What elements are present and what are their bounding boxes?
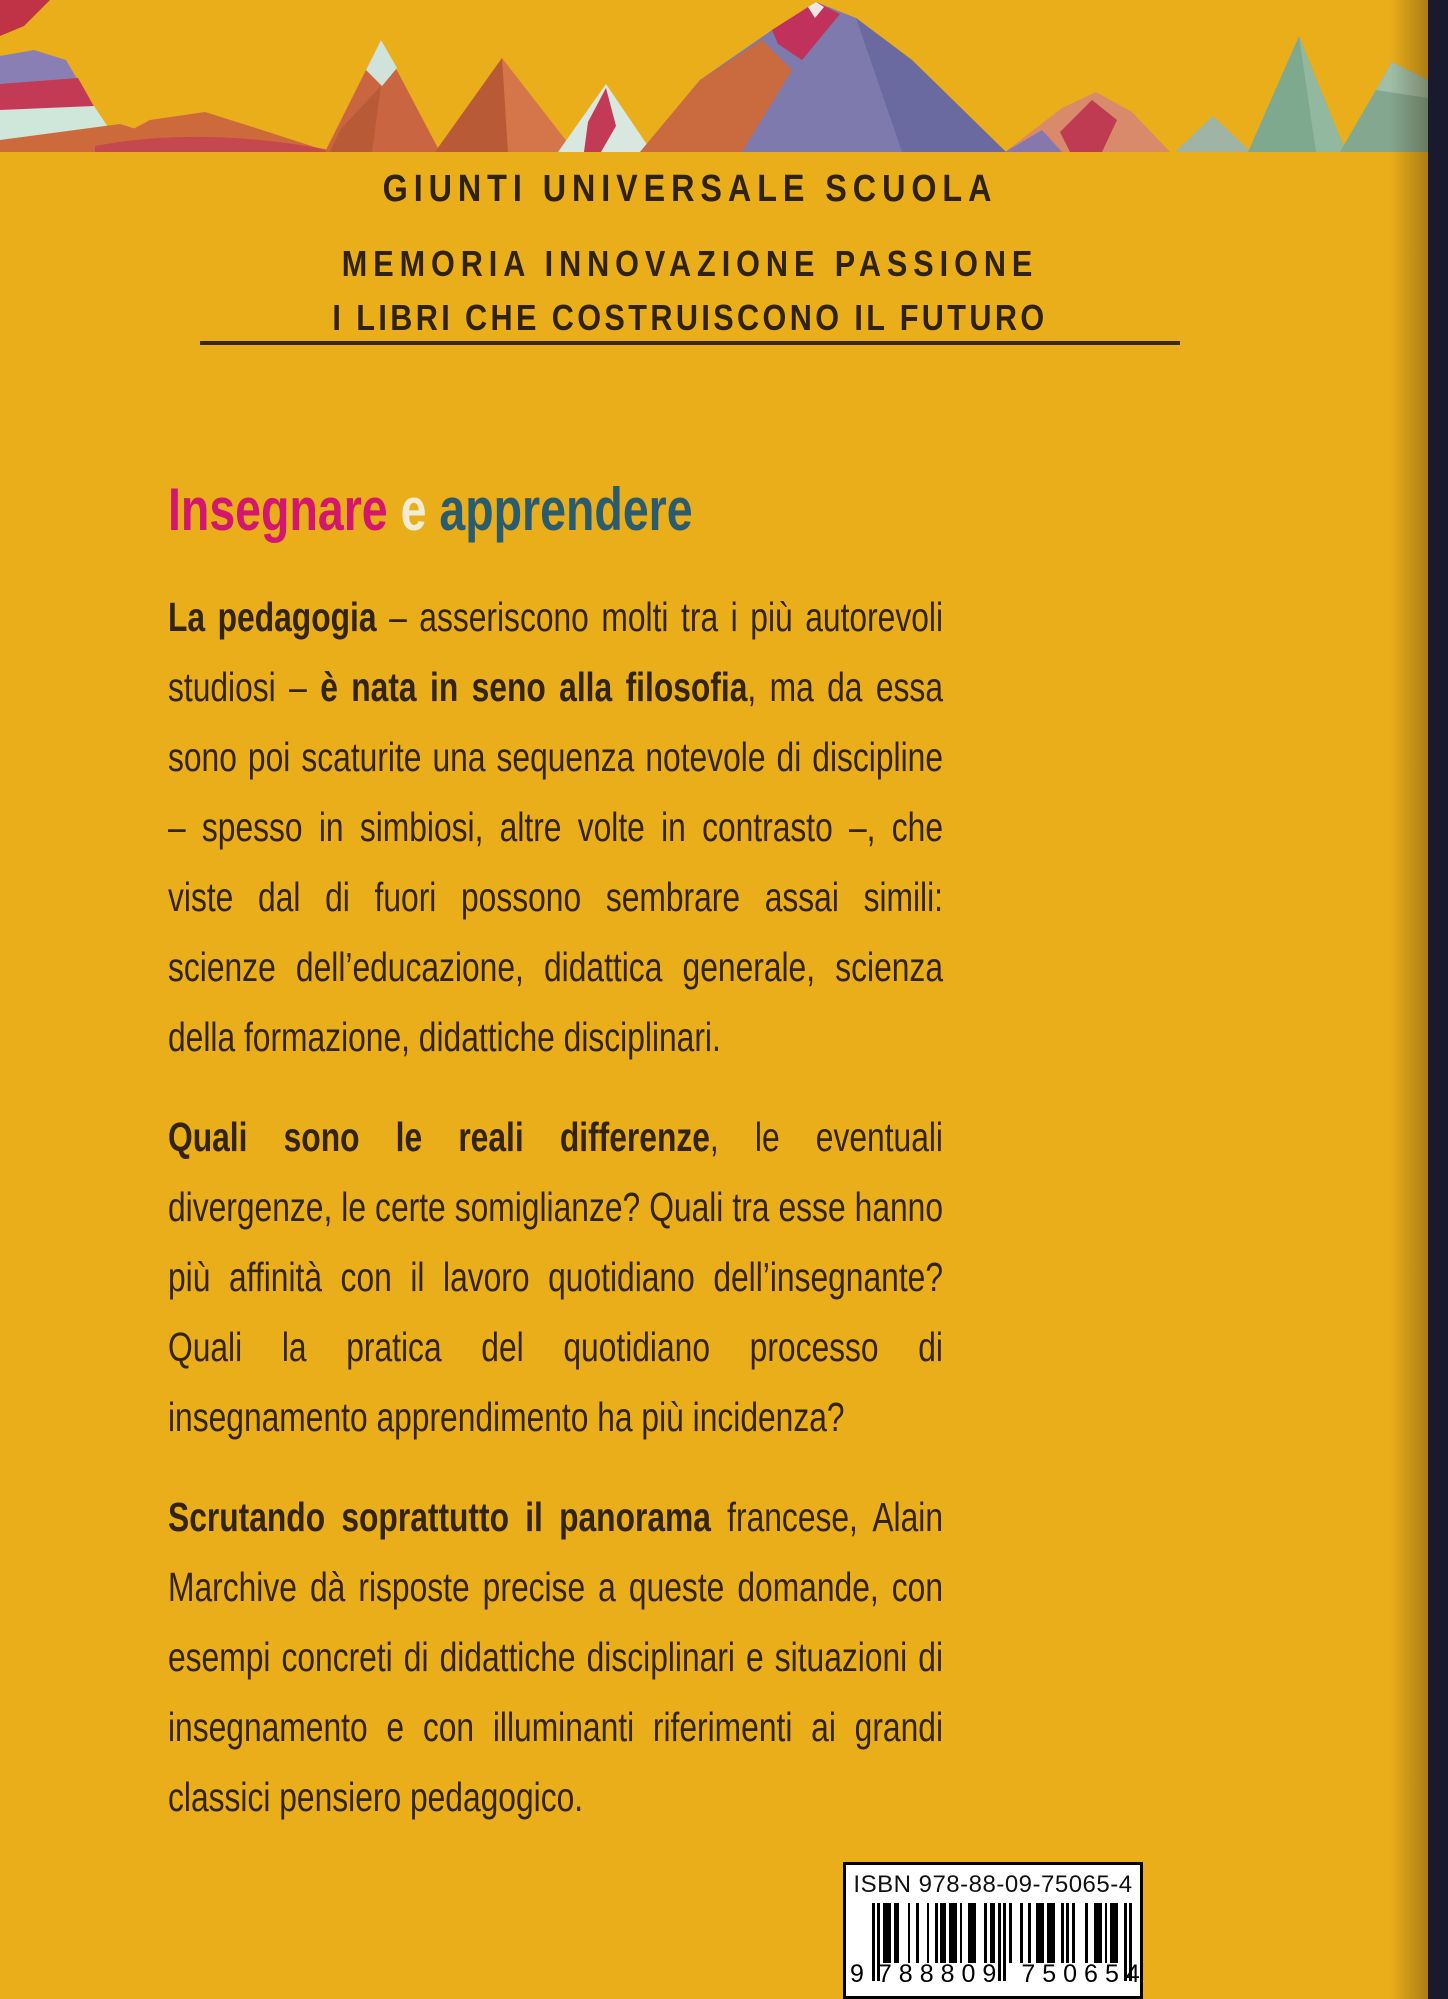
barcode-digit-lead: 9 xyxy=(850,1960,864,1988)
book-title: Insegnare e apprendere xyxy=(168,476,693,543)
blurb-block xyxy=(168,478,943,1862)
blurb-paragraph-3: Scrutando soprattutto il panorama francese, Alain Marchive dà risposte precise a queste domande, con esempi concreti di didattiche disciplinari e situazioni di insegnamento e con illuminanti riferimenti ai grandi classici pensiero pedagogico. xyxy=(168,1494,943,1820)
book-edge-strip xyxy=(1428,0,1448,1999)
tagline-line-2: I LIBRI CHE COSTRUISCONO IL FUTURO xyxy=(332,297,1048,338)
page-edge-shadow xyxy=(1390,0,1428,1999)
isbn-label: ISBN 978-88-09-75065-4 xyxy=(853,1871,1133,1898)
tagline-line-1: MEMORIA INNOVAZIONE PASSIONE xyxy=(341,243,1039,284)
header-divider-rule xyxy=(200,341,1180,345)
barcode-digits xyxy=(850,1960,1147,1989)
blurb-paragraph-2: Quali sono le reali differenze, le eventuali divergenze, le certe somiglianze? Quali tra esse hanno più affinità con il lavoro quotidiano dell’insegnante? Quali la pratica del quotidiano processo di insegnamento apprendimento ha più incidenza? xyxy=(168,1114,943,1440)
blurb-paragraph-1: La pedagogia – asseriscono molti tra i più autorevoli studiosi – è nata in seno alla filosofia, ma da essa sono poi scaturite una sequenza notevole di discipline – spesso in simbiosi, altre volte in contrasto –, che viste dal di fuori possono sembrare assai simili: scienze dell’educazione, didattica generale, scienza della formazione, didattiche disciplinari. xyxy=(168,594,943,1060)
isbn-barcode-box xyxy=(843,1862,1147,1999)
barcode-digit-group-2: 750654 xyxy=(1021,1960,1147,1988)
publisher-header xyxy=(104,0,1277,360)
barcode-digit-group-1: 788809 xyxy=(877,1960,1004,1988)
brand-line: GIUNTI UNIVERSALE SCUOLA xyxy=(382,168,998,210)
